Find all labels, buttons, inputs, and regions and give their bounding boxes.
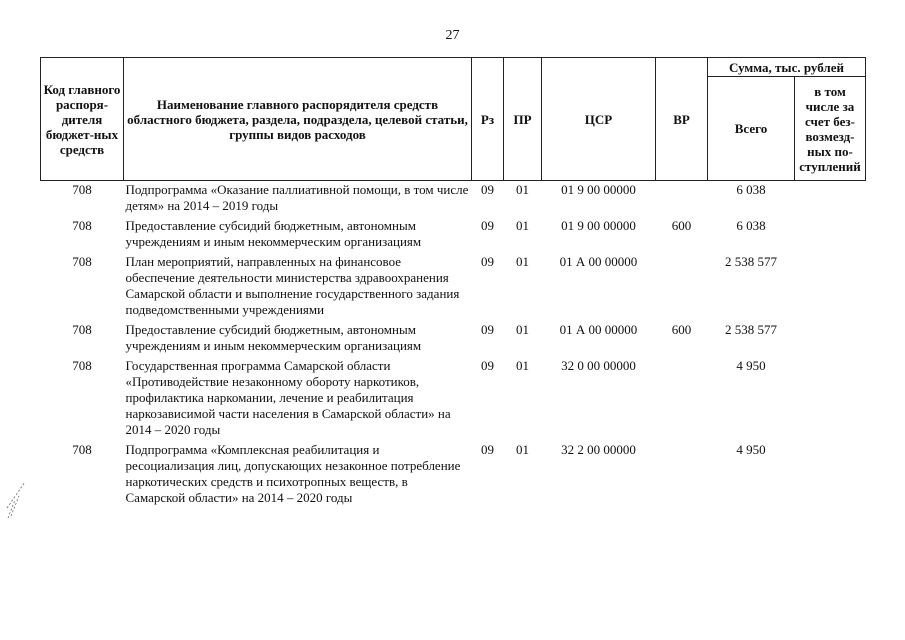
cell-vr: 600 bbox=[671, 218, 692, 233]
cell-free bbox=[795, 217, 866, 253]
cell-name: Подпрограмма «Комплексная реабилитация и ресоциализация лиц, допускающих незаконное потребление наркотических средств и психотропных веществ, в Самарской области» на 2014 – 2020 годы bbox=[125, 442, 461, 505]
pen-mark-scribble bbox=[5, 478, 35, 523]
cell-csr: 01 9 00 00000 bbox=[561, 182, 636, 197]
cell-pr: 01 bbox=[516, 182, 529, 197]
cell-pr: 01 bbox=[516, 218, 529, 233]
table-row bbox=[41, 217, 866, 253]
header-vr: ВР bbox=[656, 58, 708, 181]
cell-total: 2 538 577 bbox=[725, 254, 777, 269]
cell-rz: 09 bbox=[481, 442, 494, 457]
cell-rz: 09 bbox=[481, 358, 494, 373]
cell-free bbox=[795, 441, 866, 509]
page-number: 27 bbox=[445, 28, 460, 43]
cell-rz: 09 bbox=[481, 322, 494, 337]
cell-pr: 01 bbox=[516, 254, 529, 269]
cell-total: 6 038 bbox=[736, 182, 766, 197]
header-pr: ПР bbox=[504, 58, 542, 181]
cell-code: 708 bbox=[72, 254, 92, 269]
cell-name: План мероприятий, направленных на финансовое обеспечение деятельности министерства здравоохранения Самарской области и выполнение государственного задания подведомственными учреждениями bbox=[125, 254, 460, 317]
cell-code: 708 bbox=[72, 218, 92, 233]
header-total: Всего bbox=[708, 77, 795, 181]
header-free: в том числе за счет без-возмезд-ных по-ступлений bbox=[795, 77, 866, 181]
cell-name: Государственная программа Самарской области «Противодействие незаконному обороту наркотиков, профилактика наркомании, лечение и реабилитация наркозависимой части населения в Самарской области» на 2014 – 2020 годы bbox=[125, 358, 451, 437]
table-row bbox=[41, 321, 866, 357]
table-row bbox=[41, 441, 866, 509]
table-row bbox=[41, 181, 866, 218]
cell-free bbox=[795, 321, 866, 357]
cell-code: 708 bbox=[72, 322, 92, 337]
cell-total: 2 538 577 bbox=[725, 322, 777, 337]
cell-total: 4 950 bbox=[736, 442, 766, 457]
cell-vr bbox=[656, 357, 708, 441]
cell-csr: 01 А 00 00000 bbox=[559, 322, 638, 337]
cell-code: 708 bbox=[72, 182, 92, 197]
header-csr: ЦСР bbox=[542, 58, 656, 181]
cell-name: Подпрограмма «Оказание паллиативной помощи, в том числе детям» на 2014 – 2019 годы bbox=[125, 182, 469, 213]
cell-csr: 01 А 00 00000 bbox=[559, 254, 638, 269]
cell-csr: 32 0 00 00000 bbox=[561, 358, 636, 373]
cell-free bbox=[795, 253, 866, 321]
header-sum-group: Сумма, тыс. рублей bbox=[708, 58, 866, 77]
cell-vr bbox=[656, 441, 708, 509]
cell-rz: 09 bbox=[481, 182, 494, 197]
cell-vr bbox=[656, 181, 708, 218]
cell-pr: 01 bbox=[516, 442, 529, 457]
cell-rz: 09 bbox=[481, 218, 494, 233]
budget-table bbox=[40, 57, 866, 509]
cell-vr bbox=[656, 253, 708, 321]
cell-rz: 09 bbox=[481, 254, 494, 269]
table-row bbox=[41, 253, 866, 321]
cell-name: Предоставление субсидий бюджетным, автономным учреждениям и иным некоммерческим организациям bbox=[125, 322, 422, 353]
cell-free bbox=[795, 181, 866, 218]
header-rz: Рз bbox=[472, 58, 504, 181]
header-name: Наименование главного распорядителя средств областного бюджета, раздела, подраздела, целевой статьи, группы видов расходов bbox=[124, 58, 472, 181]
cell-csr: 01 9 00 00000 bbox=[561, 218, 636, 233]
cell-pr: 01 bbox=[516, 358, 529, 373]
cell-total: 4 950 bbox=[736, 358, 766, 373]
cell-csr: 32 2 00 00000 bbox=[561, 442, 636, 457]
cell-vr: 600 bbox=[671, 322, 692, 337]
cell-code: 708 bbox=[72, 358, 92, 373]
cell-free bbox=[795, 357, 866, 441]
table-row bbox=[41, 357, 866, 441]
cell-total: 6 038 bbox=[736, 218, 766, 233]
cell-code: 708 bbox=[72, 442, 92, 457]
header-code: Код главного распоря-дителя бюджет-ных средств bbox=[41, 58, 124, 181]
cell-name: Предоставление субсидий бюджетным, автономным учреждениям и иным некоммерческим организациям bbox=[125, 218, 422, 249]
cell-pr: 01 bbox=[516, 322, 529, 337]
